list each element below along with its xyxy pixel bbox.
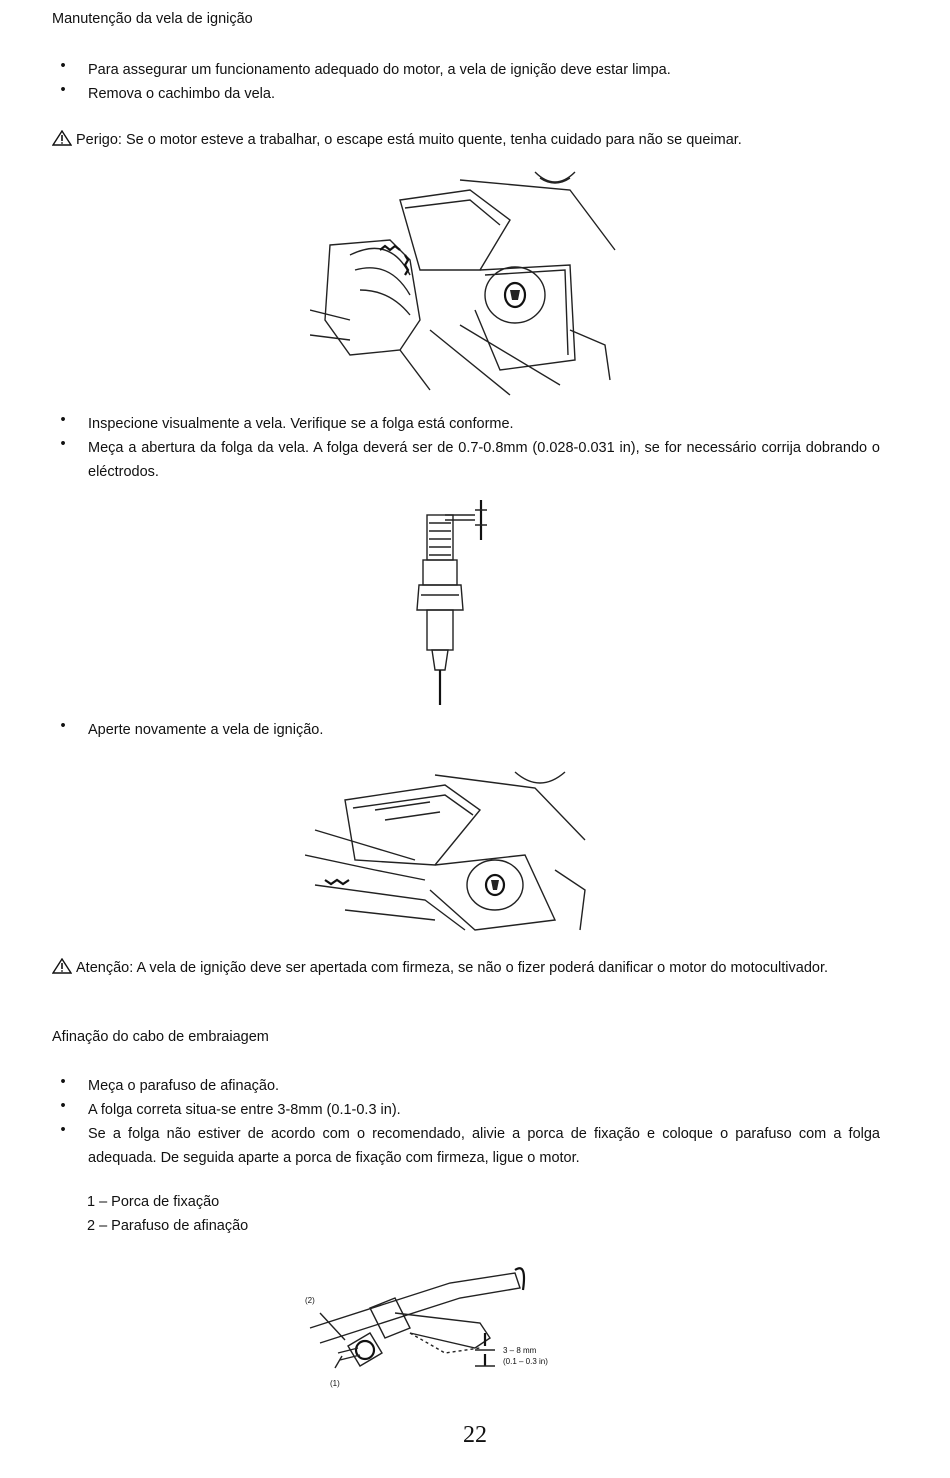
legend-item-1: 1 – Porca de fixação (87, 1194, 220, 1210)
figure-label-1: (1) (330, 1379, 340, 1388)
legend-item-2: 2 – Parafuso de afinação (87, 1218, 249, 1234)
list-item: • Inspecione visualmente a vela. Verifique se a folga está conforme. (56, 412, 880, 436)
figure-tighten-plug (305, 760, 590, 940)
danger-warning: Perigo: Se o motor esteve a trabalhar, o escape está muito quente, tenha cuidado para não se queimar. (52, 128, 880, 152)
bullet-dot-icon: • (60, 1122, 66, 1138)
section-heading-spark-plug: Manutenção da vela de ignição (52, 11, 253, 27)
warning-triangle-icon (52, 958, 72, 974)
bullet-dot-icon: • (60, 82, 66, 98)
figure-spark-plug-gap (405, 495, 505, 710)
figure-clutch-lever (300, 1258, 630, 1408)
list-item: • Para assegurar um funcionamento adequado do motor, a vela de ignição deve estar limpa. (56, 58, 880, 82)
attention-warning: Atenção: A vela de ignição deve ser apertada com firmeza, se não o fizer poderá danificar o motor do motocultivador. (52, 956, 880, 980)
bullet-dot-icon: • (60, 412, 66, 428)
figure-label-2: (2) (305, 1296, 315, 1305)
gap-in-label: (0.1 – 0.3 in) (503, 1357, 548, 1366)
section-heading-clutch-cable: Afinação do cabo de embraiagem (52, 1029, 269, 1045)
warning-triangle-icon (52, 130, 72, 146)
bullet-dot-icon: • (60, 436, 66, 452)
list-item: • Aperte novamente a vela de ignição. (56, 718, 880, 742)
list-item: • Remova o cachimbo da vela. (56, 82, 880, 106)
figure-remove-plug-cap (310, 160, 620, 400)
list-item: • Meça a abertura da folga da vela. A folga deverá ser de 0.7-0.8mm (0.028-0.031 in), se for necessário corrija dobrando o eléctrodos. (56, 436, 880, 484)
list-item: • Se a folga não estiver de acordo com o recomendado, alivie a porca de fixação e coloque o parafuso com a folga adequada. De seguida aparte a porca de fixação com firmeza, ligue o motor. (56, 1122, 880, 1170)
bullet-dot-icon: • (60, 1098, 66, 1114)
list-item: • Meça o parafuso de afinação. (56, 1074, 880, 1098)
bullet-dot-icon: • (60, 718, 66, 734)
gap-mm-label: 3 – 8 mm (503, 1346, 537, 1355)
list-item: • A folga correta situa-se entre 3-8mm (0.1-0.3 in). (56, 1098, 880, 1122)
page-number: 22 (463, 1422, 487, 1448)
bullet-dot-icon: • (60, 58, 66, 74)
bullet-dot-icon: • (60, 1074, 66, 1090)
